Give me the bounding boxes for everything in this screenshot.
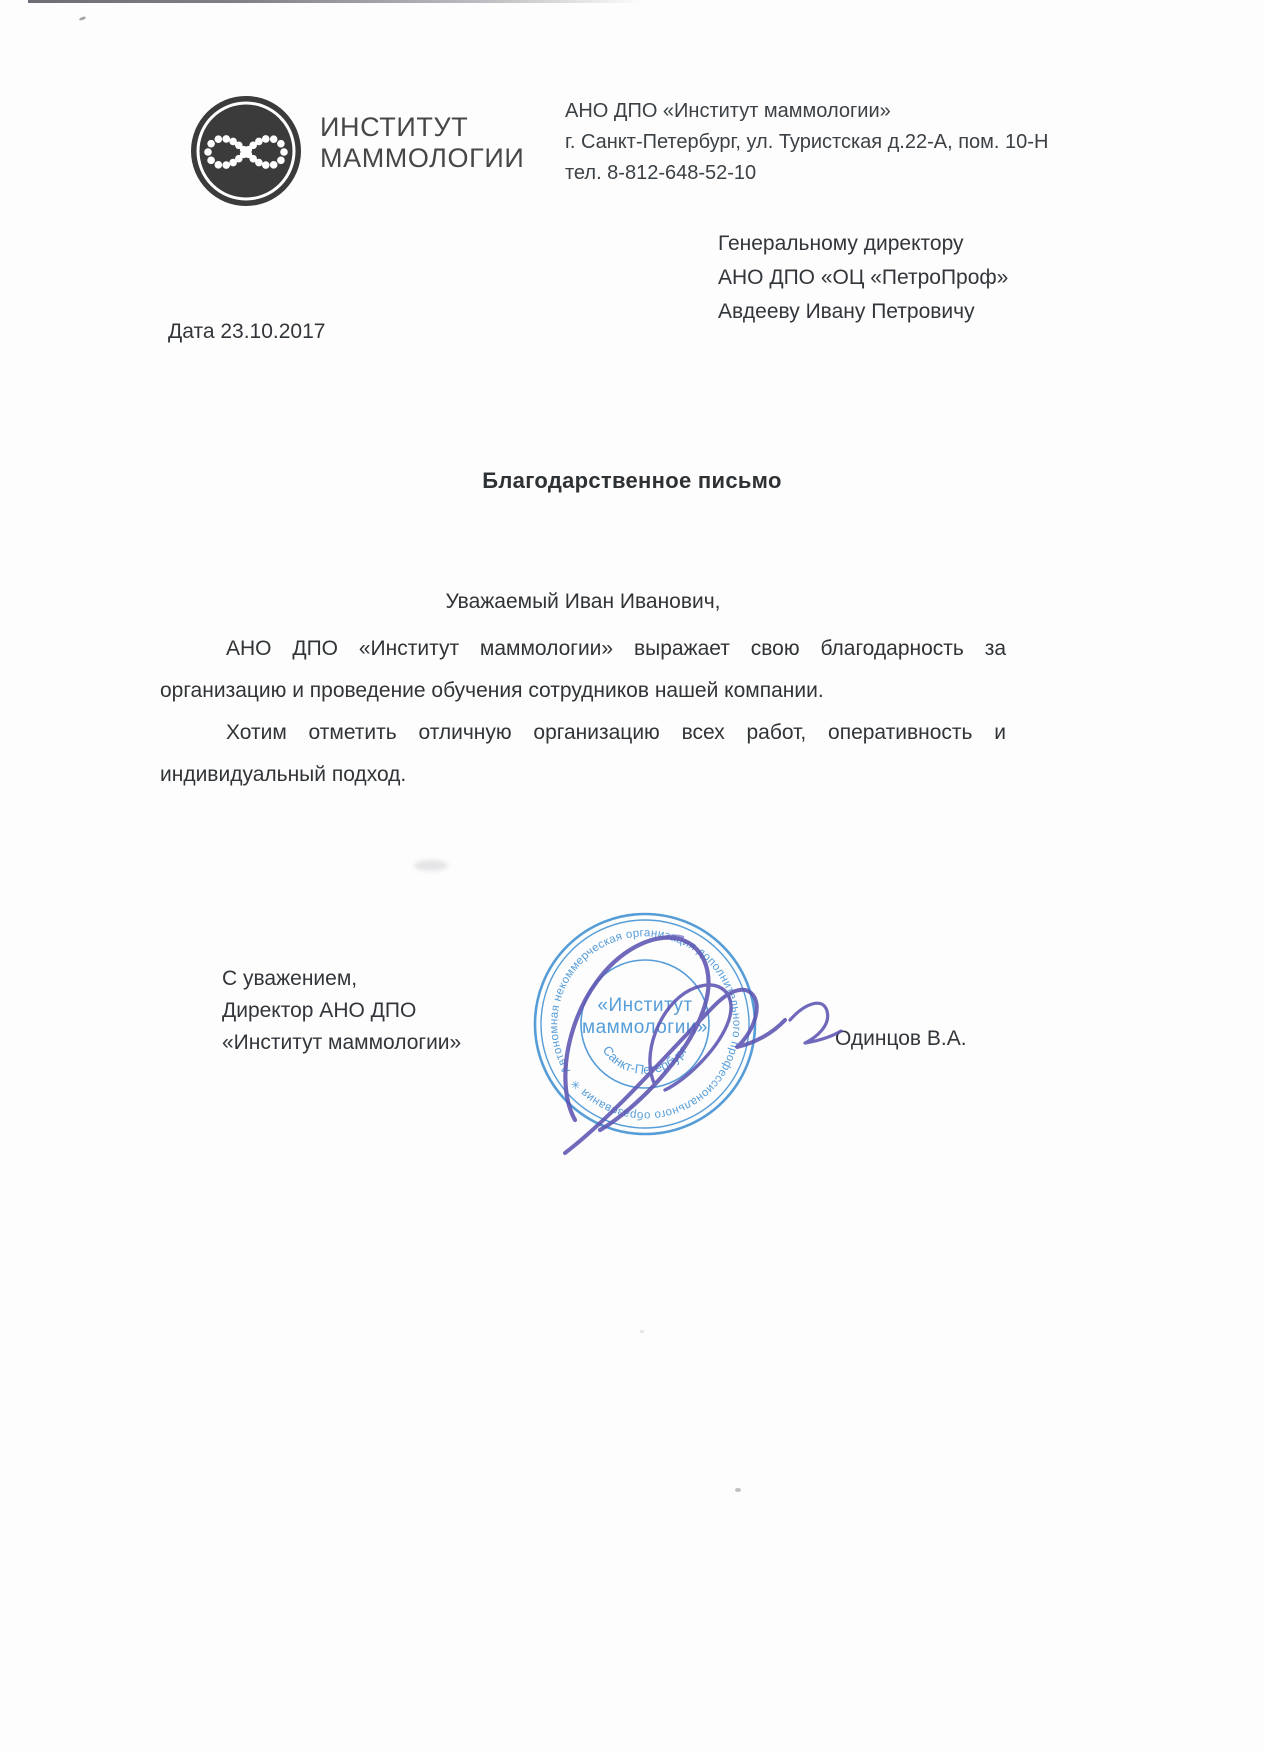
recipient-position: Генеральному директору — [718, 232, 964, 255]
paragraph2-line1: Хотим отметить отличную организацию всех работ, оперативность и — [226, 721, 1006, 744]
paragraph1-line2: организацию и проведение обучения сотрудников нашей компании. — [160, 679, 824, 702]
signoff-org: «Институт маммологии» — [222, 1031, 462, 1054]
recipient-org: АНО ДПО «ОЦ «ПетроПроф» — [718, 266, 1009, 289]
signature-ink — [505, 885, 885, 1185]
institute-logo — [190, 95, 302, 207]
stamp-center-line1: «Институт — [597, 995, 693, 1016]
scan-speck — [640, 1330, 644, 1333]
paragraph1-line1: АНО ДПО «Институт маммологии» выражает свою благодарность за — [226, 637, 1006, 660]
letter-body — [160, 581, 1006, 796]
infinity-logo-icon — [190, 95, 302, 207]
scan-smudge — [414, 860, 448, 871]
org-info-block — [565, 96, 1048, 189]
signoff-position: Директор АНО ДПО — [222, 999, 417, 1022]
date-line: Дата 23.10.2017 — [168, 320, 326, 343]
logo-wordmark — [320, 112, 524, 174]
logo-line1: ИНСТИТУТ — [320, 112, 469, 142]
scan-speck — [735, 1488, 741, 1492]
org-address: г. Санкт-Петербург, ул. Туристская д.22-А, пом. 10-Н — [565, 131, 1049, 153]
signer-name: Одинцов В.А. — [835, 1027, 967, 1050]
logo-line2: МАММОЛОГИИ — [320, 143, 525, 173]
scan-speck — [79, 16, 87, 21]
org-name: АНО ДПО «Институт маммологии» — [565, 100, 891, 122]
signoff-block — [222, 963, 542, 1059]
signoff-regards: С уважением, — [222, 967, 358, 990]
salutation: Уважаемый Иван Иванович, — [445, 590, 721, 613]
stamp-city-text: Санкт-Петербург — [599, 1042, 691, 1078]
recipient-block — [718, 227, 1008, 329]
paragraph2-line2: индивидуальный подход. — [160, 763, 407, 786]
letter-title: Благодарственное письмо — [482, 468, 782, 493]
org-phone: тел. 8-812-648-52-10 — [565, 162, 757, 184]
recipient-person: Авдееву Ивану Петровичу — [718, 300, 975, 323]
scan-edge-line — [28, 0, 643, 3]
stamp-center-line2: маммологии» — [582, 1017, 708, 1038]
stamp-ring-text: Автономная некоммерческая организация дополнительного профессионального образования ✳ — [548, 927, 743, 1122]
